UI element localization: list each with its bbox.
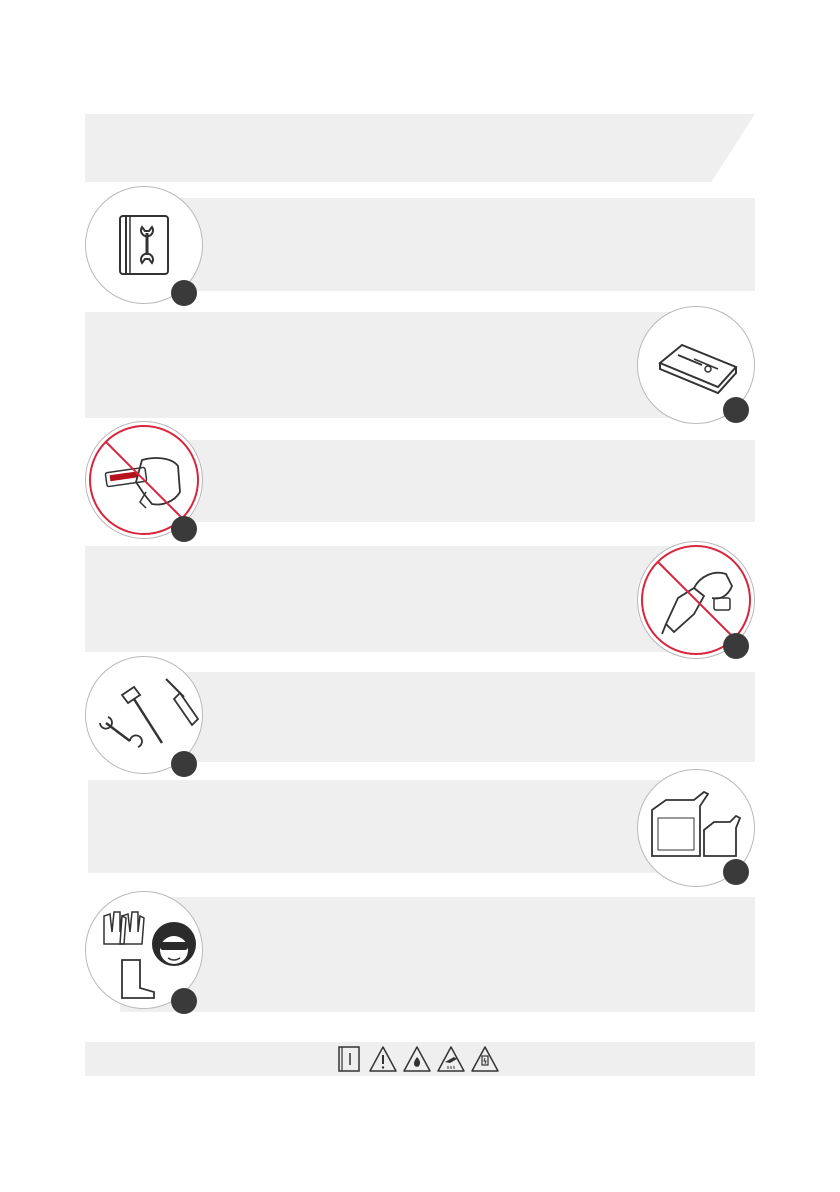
section-1-panel [120,198,755,291]
manual-icon [334,1045,364,1073]
flammable-icon [402,1045,432,1073]
section-3-panel [120,440,755,522]
section-5-panel [120,672,755,762]
section-7-panel [120,897,755,1012]
section-4-badge [723,633,749,659]
header-band [85,114,755,182]
section-3-badge [171,516,197,542]
section-2-panel [85,312,725,418]
section-6-panel [88,780,725,873]
footer-icon-row [334,1045,500,1073]
electrical-hazard-icon [470,1045,500,1073]
section-7-badge [171,988,197,1014]
section-1-badge [171,280,197,306]
section-5-badge [171,751,197,777]
hot-surface-icon [436,1045,466,1073]
warning-exclamation-icon [368,1045,398,1073]
section-6-badge [723,859,749,885]
section-2-badge [723,397,749,423]
section-4-panel [85,546,725,652]
